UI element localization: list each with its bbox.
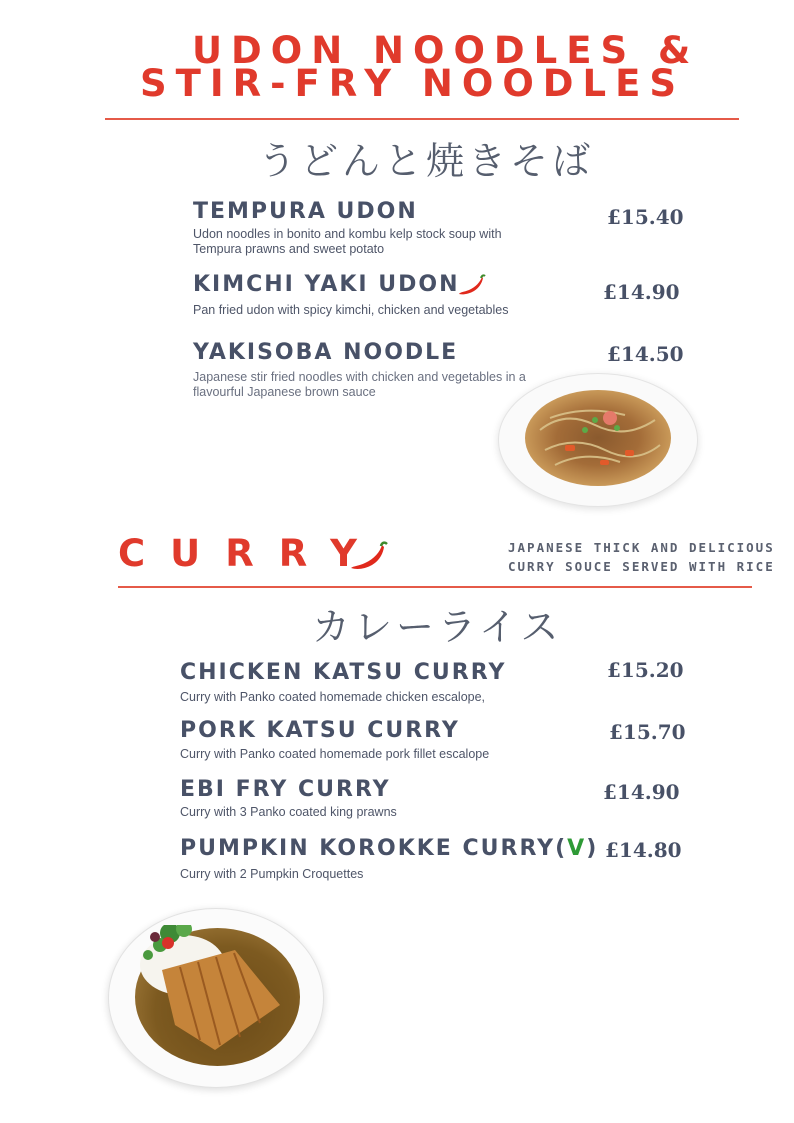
menu-item-name: TEMPURA UDON [193, 199, 418, 224]
udon-section-title-line2: STIR-FRY NOODLES [140, 62, 686, 105]
menu-item-name: EBI FRY CURRY [180, 777, 391, 802]
menu-item-description: Pan fried udon with spicy kimchi, chicken and vegetables [193, 303, 509, 317]
vegetarian-marker: V [567, 836, 587, 861]
menu-item-description: Udon noodles in bonito and kombu kelp stock soup with Tempura prawns and sweet potato [193, 227, 502, 256]
menu-item-name-vegetarian [180, 836, 598, 861]
menu-item-price: £15.40 [607, 205, 684, 229]
menu-item-price: £14.90 [603, 780, 680, 804]
udon-japanese-title: うどんと焼きそば [258, 139, 595, 183]
menu-item-name: CHICKEN KATSU CURRY [180, 660, 507, 685]
menu-item-price: £14.80 [605, 838, 682, 862]
menu-item-name-end: ) [586, 836, 599, 861]
menu-item-name: KIMCHI YAKI UDON [193, 272, 460, 297]
menu-item-name: YAKISOBA NOODLE [193, 340, 459, 365]
menu-item-description: Curry with Panko coated homemade chicken escalope, [180, 690, 486, 704]
menu-item-description: Curry with 2 Pumpkin Croquettes [180, 867, 364, 881]
curry-tagline-line2: CURRY SOUCE SERVED WITH RICE [508, 559, 775, 574]
menu-item-price: £14.90 [603, 280, 680, 304]
menu-item-description: Japanese stir fried noodles with chicken and vegetables in a flavourful Japanese brown sauce [193, 370, 526, 399]
menu-item-price: £14.50 [607, 342, 684, 366]
curry-section-title: CURRY [118, 532, 382, 575]
chili-icon [350, 541, 388, 571]
udon-section-title-line1: UDON NOODLES & [192, 29, 700, 72]
menu-item-price: £15.20 [607, 658, 684, 682]
menu-item-name: PORK KATSU CURRY [180, 718, 460, 743]
chili-icon [458, 274, 486, 296]
curry-japanese-title: カレーライス [312, 605, 563, 649]
menu-item-name: PUMPKIN KOROKKE CURRY( [180, 836, 568, 861]
curry-tagline-line1: JAPANESE THICK AND DELICIOUS [508, 540, 775, 555]
udon-section-divider [105, 118, 739, 120]
curry-section-divider [118, 586, 752, 588]
menu-item-price: £15.70 [609, 720, 686, 744]
menu-item-description: Curry with Panko coated homemade pork fillet escalope [180, 747, 490, 761]
menu-item-description: Curry with 3 Panko coated king prawns [180, 805, 397, 819]
